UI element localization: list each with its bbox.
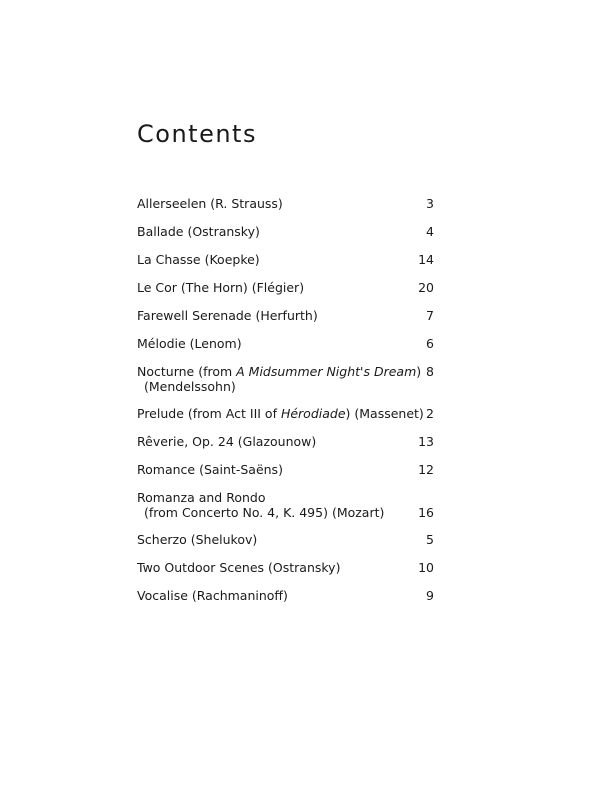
page-title: Contents — [137, 120, 257, 148]
toc-entry-title — [137, 406, 424, 421]
toc-title-part: Nocturne (from — [137, 364, 237, 379]
toc-entry-title: Mélodie (Lenom) — [137, 336, 242, 351]
toc-entry-allerseelen — [137, 196, 434, 211]
toc-entry-page: 2 — [426, 406, 434, 421]
toc-entry-la-chasse — [137, 252, 434, 267]
toc-entry-vocalise — [137, 588, 434, 603]
toc-entry-page: 6 — [426, 336, 434, 351]
toc-title-part: ) (Massenet) — [345, 406, 424, 421]
toc-entry-title: Romanza and Rondo — [137, 490, 266, 505]
toc-entry-page: 3 — [426, 196, 434, 211]
toc-entry-page: 5 — [426, 532, 434, 547]
toc-entry-reverie — [137, 434, 434, 449]
toc-entry-title: Scherzo (Shelukov) — [137, 532, 258, 547]
toc-entry-romance — [137, 462, 434, 477]
toc-entry-title: Allerseelen (R. Strauss) — [137, 196, 283, 211]
toc-entry-page: 9 — [426, 588, 434, 603]
toc-entry-title: Le Cor (The Horn) (Flégier) — [137, 280, 305, 295]
toc-entry-title: Ballade (Ostransky) — [137, 224, 260, 239]
toc-entry-title-continuation: (Mendelssohn) — [144, 379, 236, 394]
toc-entry-page: 7 — [426, 308, 434, 323]
toc-entry-title: La Chasse (Koepke) — [137, 252, 260, 267]
table-of-contents — [137, 196, 434, 616]
toc-entry-title — [137, 364, 422, 379]
toc-entry-page: 13 — [418, 434, 434, 449]
toc-title-part: Prelude (from Act III of — [137, 406, 281, 421]
toc-entry-page: 4 — [426, 224, 434, 239]
toc-entry-title: Two Outdoor Scenes (Ostransky) — [137, 560, 341, 575]
toc-title-italic: A Midsummer Night's Dream — [236, 364, 417, 379]
toc-title-italic: Hérodiade — [280, 406, 346, 421]
toc-entry-page: 12 — [418, 462, 434, 477]
toc-entry-page: 20 — [418, 280, 434, 295]
toc-entry-scherzo — [137, 532, 434, 547]
toc-entry-farewell-serenade — [137, 308, 434, 323]
toc-entry-nocturne — [137, 364, 434, 394]
toc-entry-page: 14 — [418, 252, 434, 267]
toc-entry-title: Rêverie, Op. 24 (Glazounow) — [137, 434, 317, 449]
toc-entry-melodie — [137, 336, 434, 351]
toc-entry-two-outdoor-scenes — [137, 560, 434, 575]
toc-entry-romanza-and-rondo — [137, 490, 434, 520]
toc-entry-page: 10 — [418, 560, 434, 575]
toc-title-part: ) — [416, 364, 422, 379]
toc-entry-prelude — [137, 406, 434, 421]
toc-entry-title: Romance (Saint-Saëns) — [137, 462, 283, 477]
toc-entry-ballade — [137, 224, 434, 239]
toc-entry-title: Vocalise (Rachmaninoff) — [137, 588, 288, 603]
toc-entry-page: 8 — [426, 364, 434, 379]
toc-entry-page: 16 — [418, 505, 434, 520]
toc-entry-le-cor — [137, 280, 434, 295]
toc-entry-title-continuation: (from Concerto No. 4, K. 495) (Mozart) — [144, 505, 385, 520]
toc-entry-title: Farewell Serenade (Herfurth) — [137, 308, 318, 323]
